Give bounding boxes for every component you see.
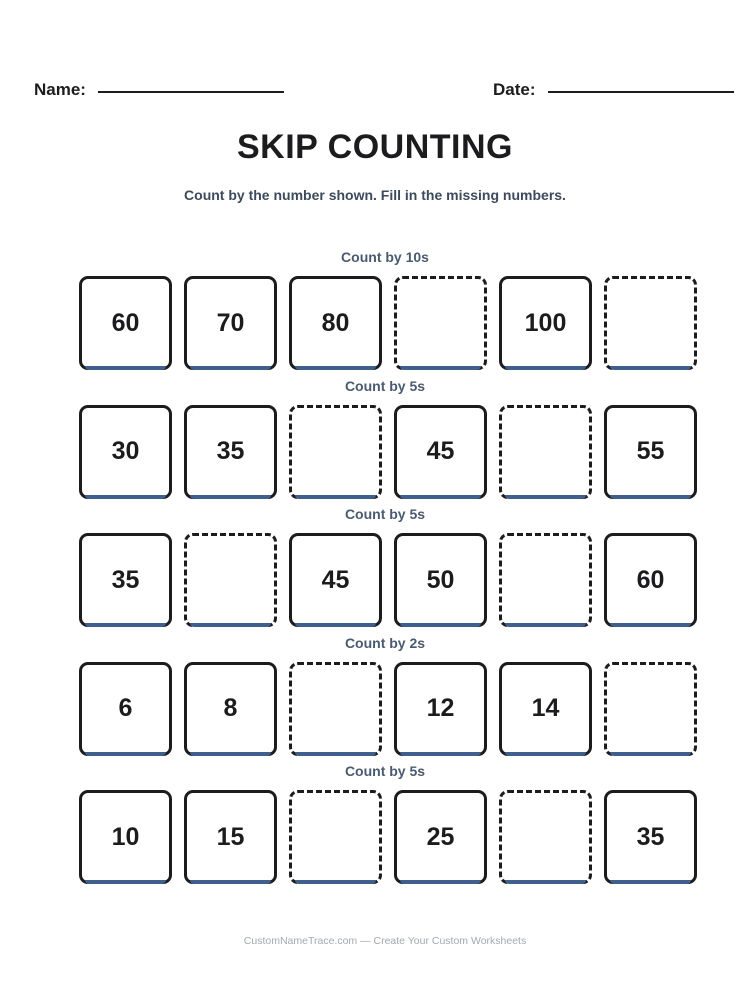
- name-field[interactable]: [34, 76, 284, 100]
- number-box: [604, 405, 697, 499]
- number-box: [79, 790, 172, 884]
- number-value: 60: [111, 308, 140, 337]
- number-box: [604, 790, 697, 884]
- blank-answer-box[interactable]: [499, 790, 592, 884]
- date-write-line[interactable]: [548, 91, 734, 93]
- number-box: [394, 662, 487, 756]
- number-value: 25: [426, 822, 455, 851]
- number-box: [79, 276, 172, 370]
- blank-answer-box[interactable]: [394, 276, 487, 370]
- footer-credit: CustomNameTrace.com — Create Your Custom Worksheets: [243, 935, 527, 947]
- skip-count-row: [79, 248, 691, 377]
- number-value: 6: [118, 694, 133, 722]
- blank-answer-box[interactable]: [499, 405, 592, 499]
- skip-count-row: [79, 762, 691, 891]
- number-value: 50: [426, 565, 455, 594]
- row-label: Count by 5s: [344, 763, 426, 779]
- number-value: 70: [216, 308, 245, 337]
- number-box: [289, 276, 382, 370]
- row-cells: [79, 405, 697, 499]
- number-box: [79, 662, 172, 756]
- row-cells: [79, 533, 697, 627]
- number-value: 8: [223, 694, 238, 722]
- number-value: 35: [111, 565, 140, 594]
- number-box: [394, 533, 487, 627]
- date-field[interactable]: [493, 76, 734, 100]
- blank-answer-box[interactable]: [289, 662, 382, 756]
- row-label: Count by 5s: [344, 506, 426, 522]
- number-box: [184, 662, 277, 756]
- skip-count-row: [79, 377, 691, 506]
- name-write-line[interactable]: [98, 91, 284, 93]
- number-value: 10: [111, 822, 140, 851]
- number-box: [499, 662, 592, 756]
- number-value: 30: [111, 437, 140, 465]
- name-label: Name:: [34, 80, 86, 99]
- number-value: 14: [531, 694, 560, 722]
- number-box: [499, 276, 592, 370]
- number-value: 15: [216, 822, 245, 851]
- number-value: 55: [636, 437, 665, 465]
- blank-answer-box[interactable]: [499, 533, 592, 627]
- number-value: 45: [321, 565, 350, 594]
- blank-answer-box[interactable]: [184, 533, 277, 627]
- number-box: [604, 533, 697, 627]
- number-box: [289, 533, 382, 627]
- instructions: Count by the number shown. Fill in the missing numbers.: [184, 187, 566, 203]
- number-box: [394, 405, 487, 499]
- number-box: [184, 790, 277, 884]
- row-label: Count by 5s: [344, 377, 426, 394]
- row-label: Count by 10s: [341, 249, 429, 265]
- number-box: [394, 790, 487, 884]
- number-value: 80: [321, 308, 350, 337]
- number-box: [79, 533, 172, 627]
- row-label: Count by 2s: [344, 634, 426, 651]
- row-cells: [79, 276, 697, 370]
- row-cells: [79, 662, 697, 756]
- blank-answer-box[interactable]: [604, 662, 697, 756]
- blank-answer-box[interactable]: [289, 405, 382, 499]
- number-value: 45: [426, 437, 455, 465]
- number-box: [184, 276, 277, 370]
- skip-count-rows: [79, 248, 691, 891]
- skip-count-row: [79, 505, 691, 634]
- blank-answer-box[interactable]: [289, 790, 382, 884]
- page-title: SKIP COUNTING: [236, 128, 513, 166]
- skip-count-row: [79, 634, 691, 763]
- number-value: 100: [524, 308, 567, 337]
- number-value: 35: [216, 437, 245, 465]
- number-box: [184, 405, 277, 499]
- number-box: [79, 405, 172, 499]
- number-value: 60: [636, 565, 665, 594]
- row-cells: [79, 790, 697, 884]
- number-value: 35: [636, 822, 665, 851]
- number-value: 12: [426, 694, 455, 722]
- date-label: Date:: [493, 80, 536, 99]
- blank-answer-box[interactable]: [604, 276, 697, 370]
